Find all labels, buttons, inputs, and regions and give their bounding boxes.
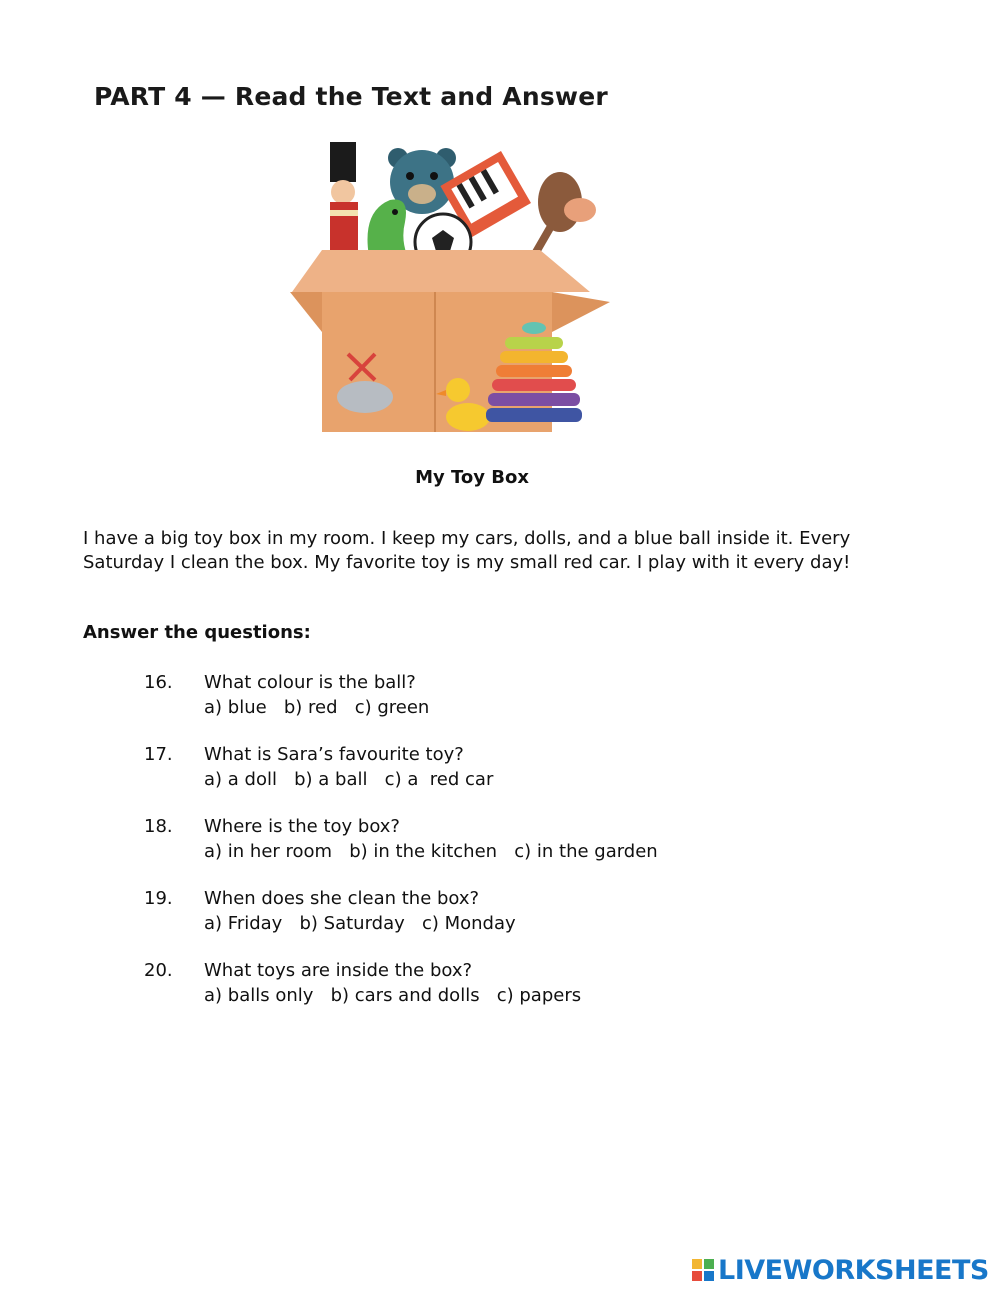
question-number: 16. [144, 672, 173, 693]
question-options[interactable]: a) a doll b) a ball c) a red car [204, 769, 494, 790]
question-number: 17. [144, 744, 173, 765]
question-number: 18. [144, 816, 173, 837]
story-passage: I have a big toy box in my room. I keep my cars, dolls, and a blue ball inside it. Every Saturday I clean the box. My favorite toy is my small red car. I play with it every day! [83, 528, 851, 573]
question-options[interactable]: a) balls only b) cars and dolls c) papers [204, 985, 582, 1006]
question-text: What colour is the ball? [204, 672, 416, 693]
question-options[interactable]: a) blue b) red c) green [204, 697, 430, 718]
question-text: When does she clean the box? [204, 888, 480, 909]
question-options[interactable]: a) Friday b) Saturday c) Monday [204, 913, 516, 934]
liveworksheets-logo[interactable] [692, 1252, 989, 1288]
question-options[interactable]: a) in her room b) in the kitchen c) in the garden [204, 841, 658, 862]
liveworksheets-logo-icon [692, 1259, 714, 1281]
question-number: 19. [144, 888, 173, 909]
question-text: What toys are inside the box? [204, 960, 473, 981]
liveworksheets-logo-text: LIVEWORKSHEETS [718, 1254, 989, 1286]
question-text: What is Sara’s favourite toy? [204, 744, 464, 765]
question-text: Where is the toy box? [204, 816, 400, 837]
story-title: My Toy Box [415, 467, 529, 488]
page-title: PART 4 — Read the Text and Answer [94, 82, 608, 111]
question-number: 20. [144, 960, 173, 981]
toy-box-illustration [250, 132, 650, 442]
instruction-heading: Answer the questions: [83, 622, 311, 643]
